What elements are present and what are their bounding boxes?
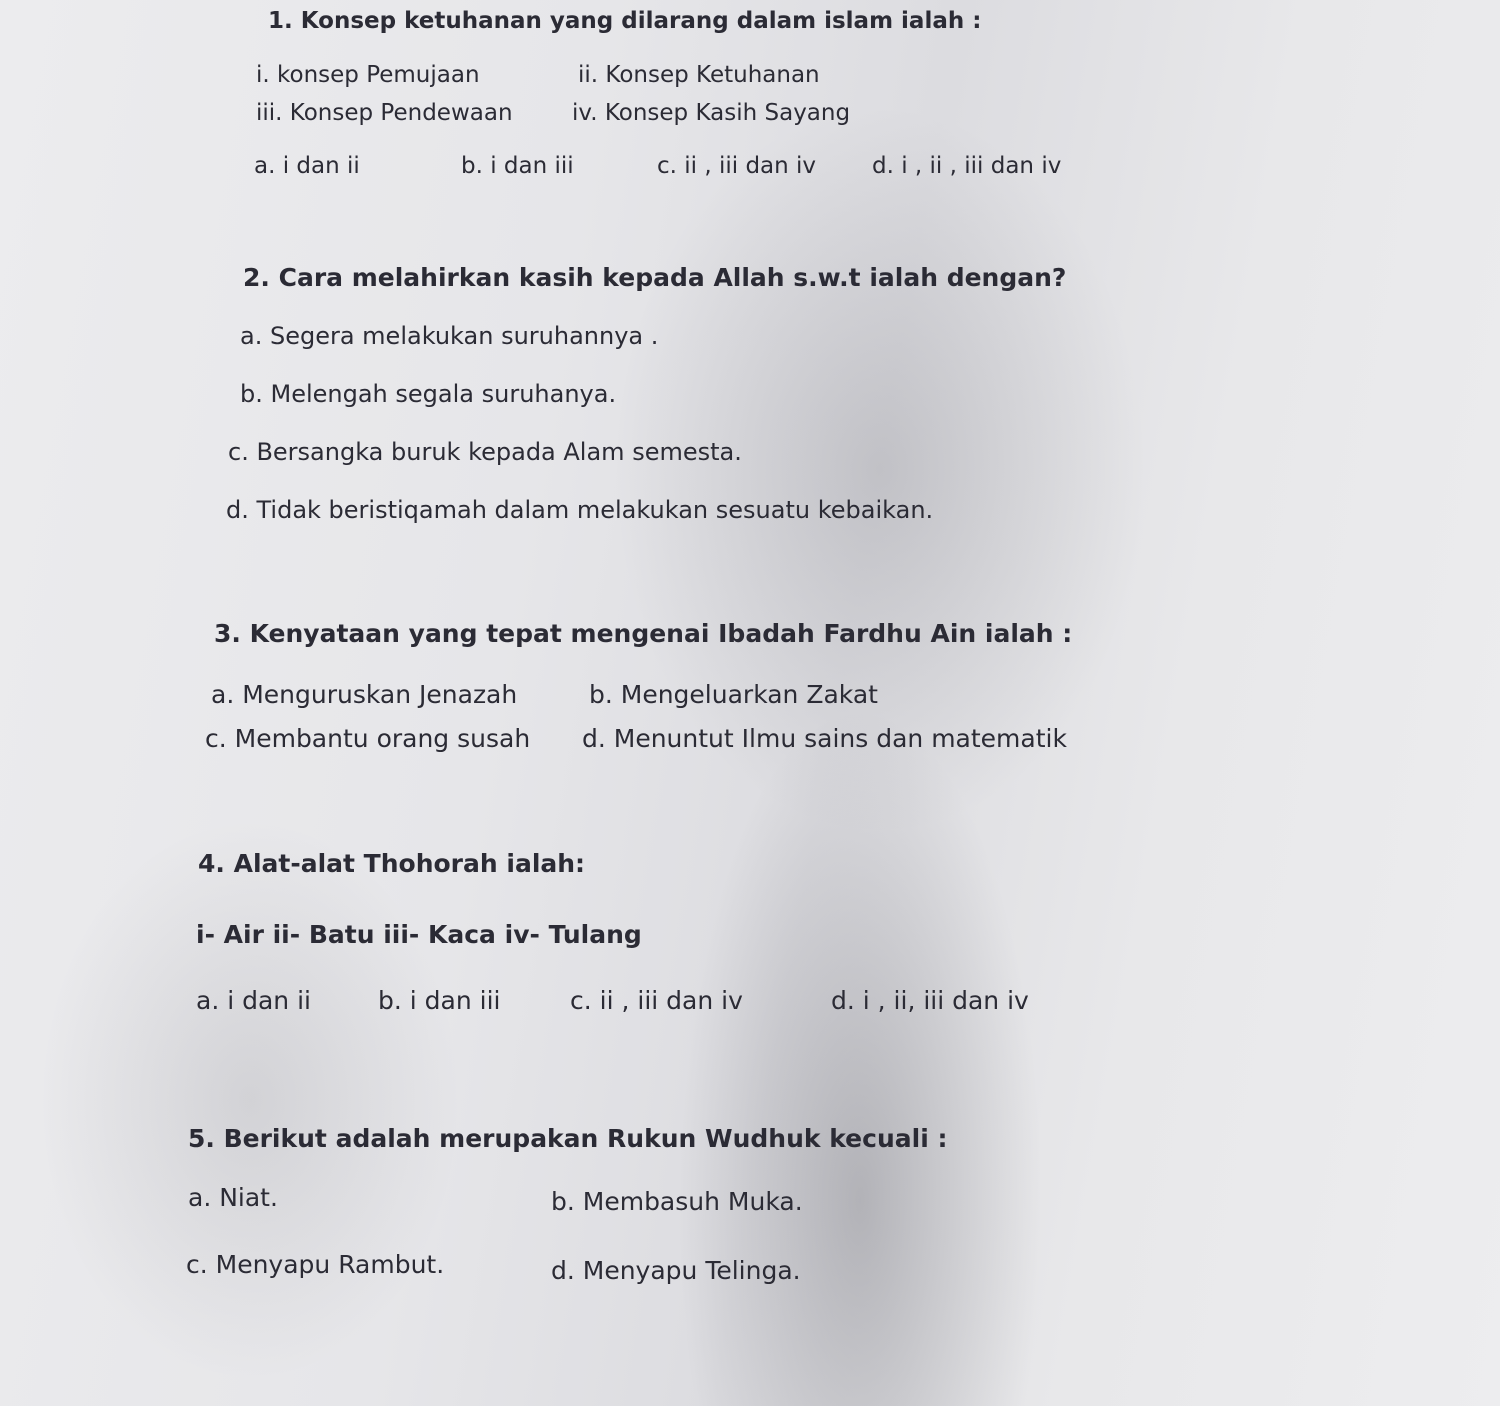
question-4-option-d: d. i , ii, iii dan iv — [831, 986, 1029, 1015]
question-4-option-c: c. ii , iii dan iv — [570, 986, 743, 1015]
question-3-option-d: d. Menuntut Ilmu sains dan matematik — [582, 724, 1067, 753]
question-3-stem: 3. Kenyataan yang tepat mengenai Ibadah Fardhu Ain ialah : — [214, 619, 1073, 648]
question-1-item-iv: iv. Konsep Kasih Sayang — [572, 100, 851, 126]
question-2-option-b: b. Melengah segala suruhanya. — [240, 380, 617, 408]
question-5-stem: 5. Berikut adalah merupakan Rukun Wudhuk kecuali : — [188, 1124, 948, 1153]
question-2-option-d: d. Tidak beristiqamah dalam melakukan sesuatu kebaikan. — [226, 496, 934, 524]
question-5-option-c: c. Menyapu Rambut. — [186, 1250, 445, 1279]
question-1-item-i: i. konsep Pemujaan — [256, 62, 480, 88]
question-5-option-a: a. Niat. — [188, 1183, 278, 1212]
question-4-stem: 4. Alat-alat Thohorah ialah: — [198, 849, 586, 878]
question-4-option-b: b. i dan iii — [378, 986, 501, 1015]
question-3-option-b: b. Mengeluarkan Zakat — [589, 680, 878, 709]
question-2-stem: 2. Cara melahirkan kasih kepada Allah s.w.t ialah dengan? — [243, 263, 1067, 292]
question-1-option-b: b. i dan iii — [461, 153, 574, 179]
question-1-item-ii: ii. Konsep Ketuhanan — [578, 62, 820, 88]
question-5-option-d: d. Menyapu Telinga. — [551, 1256, 801, 1285]
question-2-option-a: a. Segera melakukan suruhannya . — [240, 322, 659, 350]
question-1-stem: 1. Konsep ketuhanan yang dilarang dalam islam ialah : — [268, 8, 982, 34]
question-1-option-d: d. i , ii , iii dan iv — [872, 153, 1062, 179]
question-3-option-c: c. Membantu orang susah — [205, 724, 531, 753]
question-2-option-c: c. Bersangka buruk kepada Alam semesta. — [228, 438, 742, 466]
question-3-option-a: a. Menguruskan Jenazah — [211, 680, 518, 709]
question-1-item-iii: iii. Konsep Pendewaan — [256, 100, 513, 126]
question-5-option-b: b. Membasuh Muka. — [551, 1187, 803, 1216]
question-1-option-c: c. ii , iii dan iv — [657, 153, 817, 179]
question-4-option-a: a. i dan ii — [196, 986, 311, 1015]
question-1-option-a: a. i dan ii — [254, 153, 360, 179]
question-4-items: i- Air ii- Batu iii- Kaca iv- Tulang — [196, 920, 642, 949]
